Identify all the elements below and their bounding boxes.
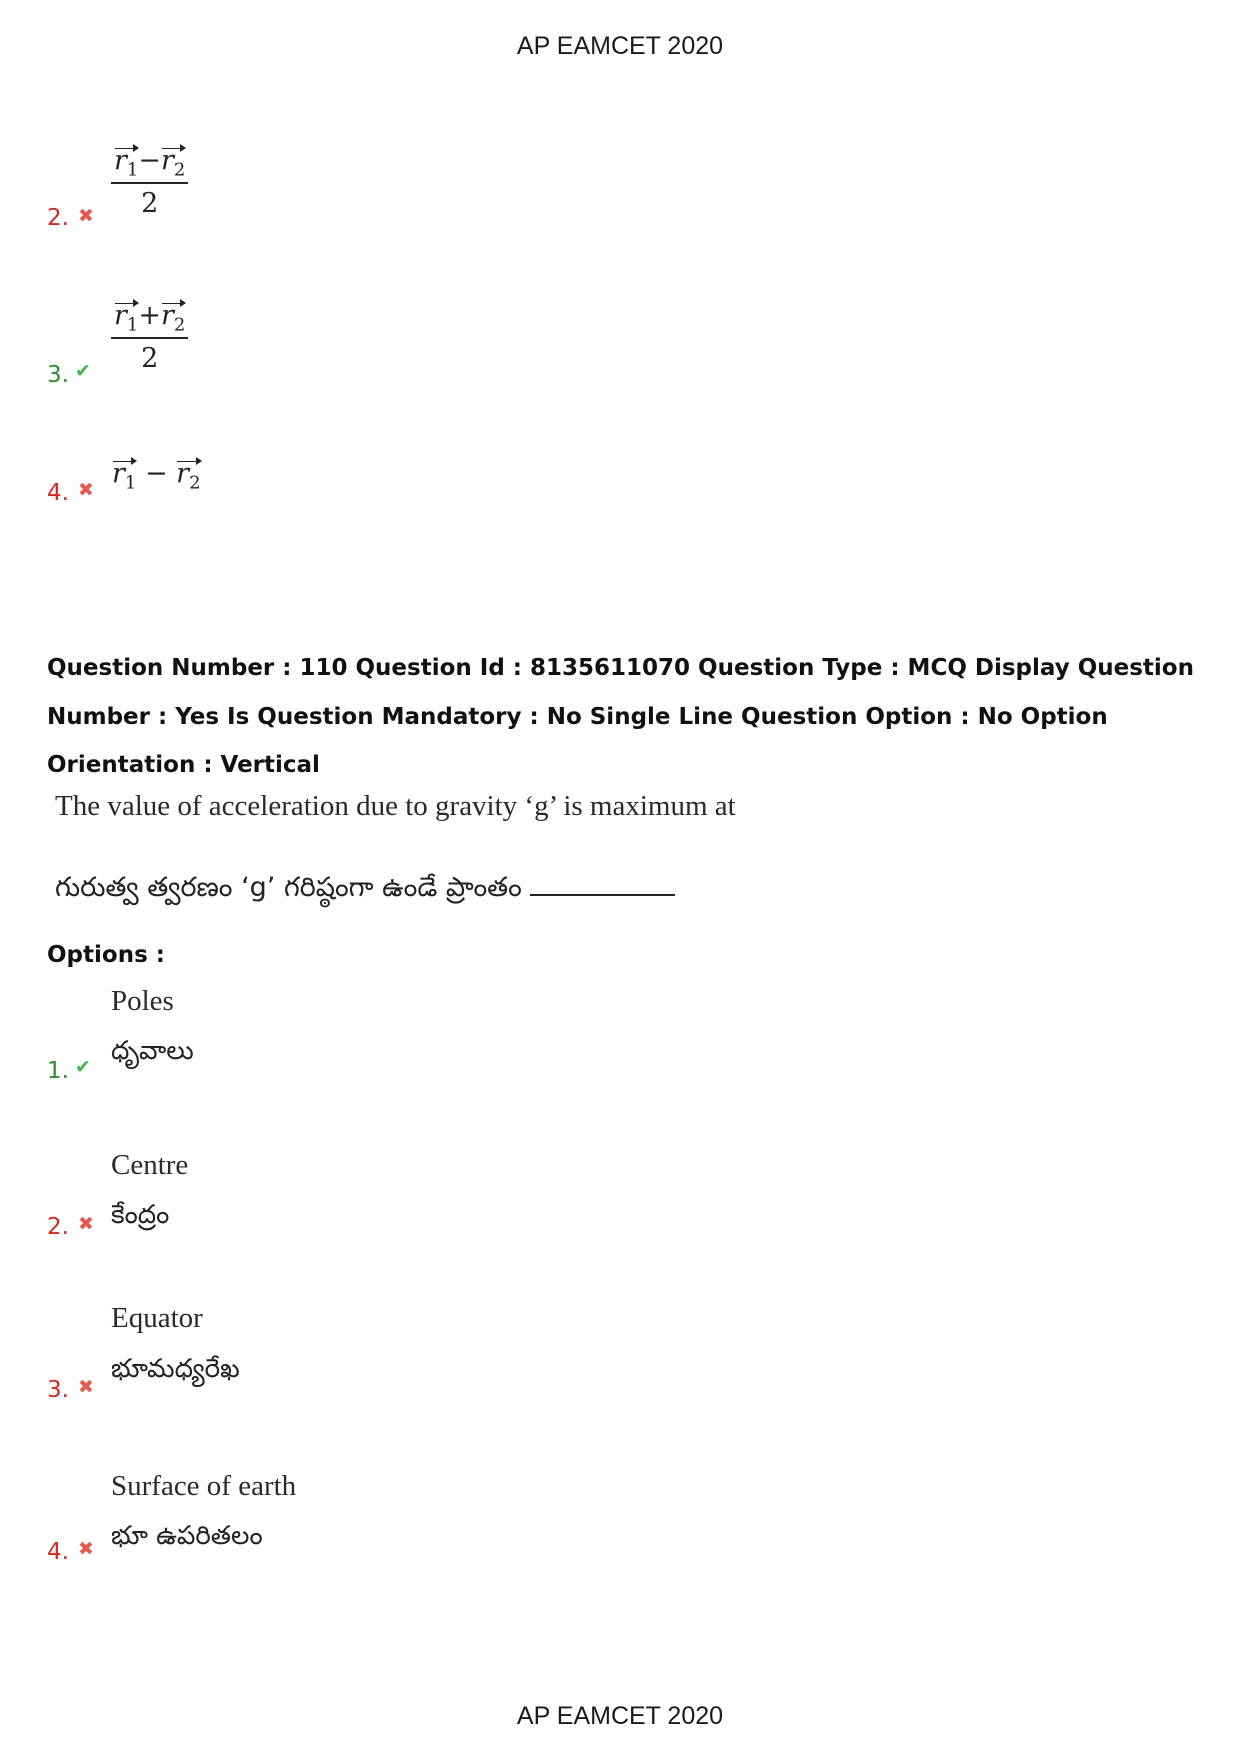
option-text-english: Equator — [111, 1302, 203, 1334]
option-text-telugu: భూమధ్యరేఖ — [111, 1354, 240, 1384]
question-meta: Question Number : 110 Question Id : 8135611070 Question Type : MCQ Display Question Number : Yes Is Question Mandatory : No Single Line Question Option : No Option Orientation : Vertical — [47, 655, 1194, 778]
option-text-telugu: భూ ఉపరితలం — [111, 1521, 263, 1551]
option-text-english: Poles — [111, 985, 174, 1017]
options-label: Options : — [47, 942, 165, 968]
option-number: 2. — [47, 205, 69, 231]
check-icon: ✔ — [75, 360, 91, 382]
answer-blank — [530, 894, 675, 896]
option-number: 4. — [47, 480, 69, 506]
question-text-telugu-body: గురుత్వ త్వరణం ‘g’ గరిష్ఠంగా ఉండే ప్రాంతం — [55, 872, 522, 903]
option-expression: $\frac{r_1+r_2}{2}$ — [111, 300, 188, 374]
cross-icon: ✖ — [78, 1213, 94, 1235]
option-number: 3. — [47, 1377, 69, 1403]
page-header: AP EAMCET 2020 — [516, 32, 724, 60]
option-number: 3. — [47, 362, 69, 388]
cross-icon: ✖ — [78, 1376, 94, 1398]
option-number: 1. — [47, 1058, 69, 1084]
option-text-english: Centre — [111, 1149, 189, 1181]
page-footer: AP EAMCET 2020 — [516, 1702, 724, 1730]
question-text-english: The value of acceleration due to gravity ‘g’ is maximum at — [55, 790, 736, 822]
option-expression: $r_1 - r_2$ — [112, 458, 201, 494]
option-number: 4. — [47, 1539, 69, 1565]
cross-icon: ✖ — [78, 205, 94, 227]
option-number: 2. — [47, 1214, 69, 1240]
option-text-telugu: ధృవాలు — [111, 1036, 194, 1066]
cross-icon: ✖ — [78, 1538, 94, 1560]
question-text-telugu — [55, 872, 675, 910]
cross-icon: ✖ — [78, 479, 94, 501]
option-text-telugu: కేంద్రం — [111, 1200, 170, 1230]
option-text-english: Surface of earth — [111, 1470, 297, 1502]
check-icon: ✔ — [75, 1056, 91, 1078]
option-expression: $\frac{r_1-r_2}{2}$ — [111, 145, 188, 219]
